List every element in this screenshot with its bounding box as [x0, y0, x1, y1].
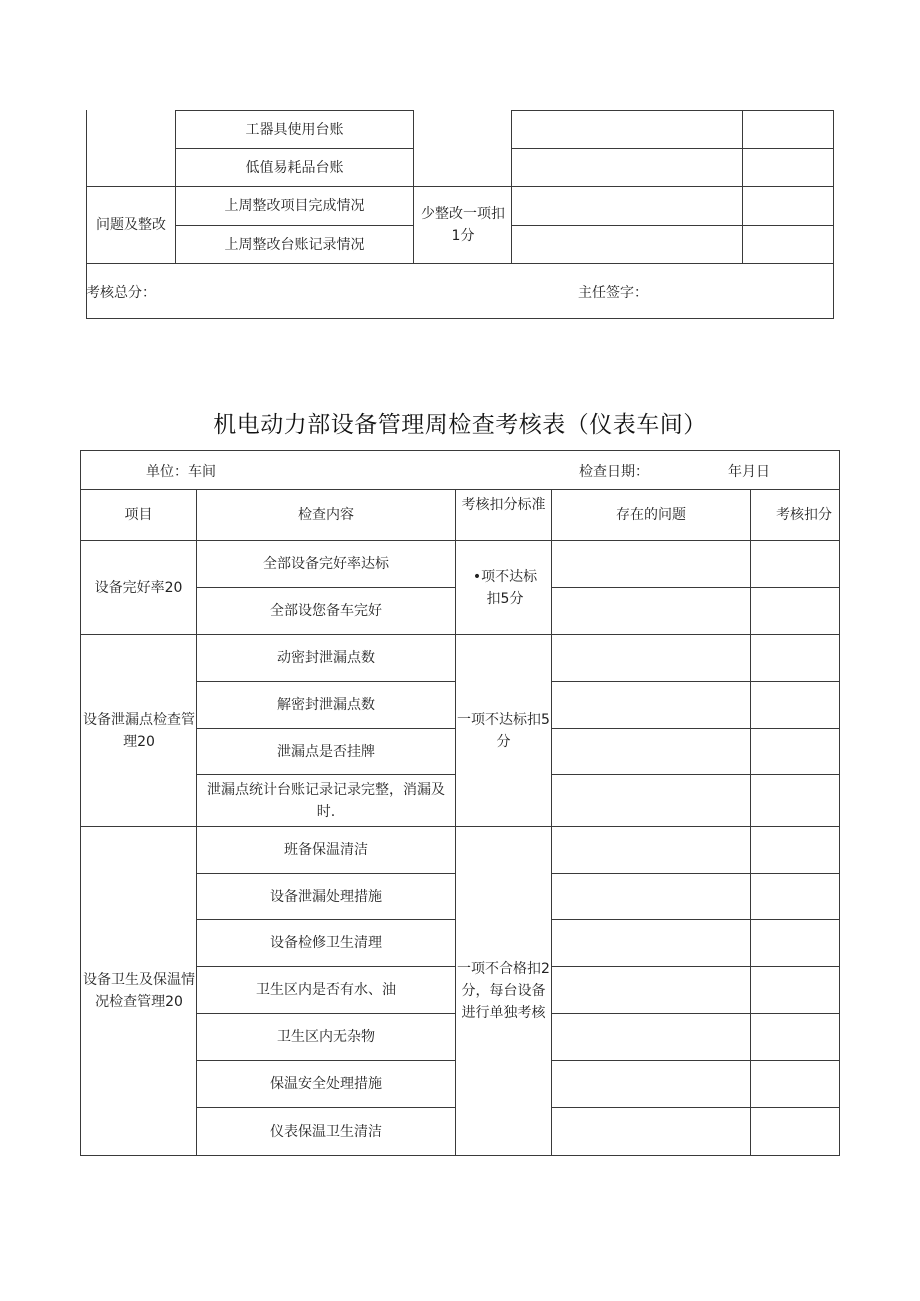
header-deduction: 考核扣分	[776, 507, 832, 523]
content-cell: 低值易耗品台账	[245, 159, 344, 176]
standard-cell: 少整改一项扣1分	[421, 206, 505, 244]
group-name: 设备泄漏点检查管理20	[83, 711, 195, 750]
header-standard: 考核扣分标准	[461, 497, 546, 513]
date-label: 检查日期：	[579, 464, 649, 480]
check-item: 设备泄漏处理措施	[270, 888, 382, 905]
header-item: 项目	[124, 507, 153, 523]
check-item: 泄漏点统计台账记录记录完整，消漏及时.	[207, 781, 445, 820]
check-item: 设备检修卫生清理	[270, 935, 382, 951]
page-title: 机电动力部设备管理周检查考核表（仪表车间）	[213, 412, 707, 438]
group-name: 设备卫生及保温情况检查管理20	[83, 972, 195, 1010]
total-score-label: 考核总分：	[86, 285, 156, 301]
check-item: 卫生区内是否有水、油	[256, 982, 396, 998]
check-item: 卫生区内无杂物	[277, 1029, 375, 1045]
signature-label: 主任签字：	[578, 285, 648, 301]
check-item: 班备保温清洁	[284, 842, 368, 858]
check-item: 解密封泄漏点数	[277, 697, 375, 713]
date-value: 年月日	[728, 464, 770, 480]
check-item: 仪表保温卫生清洁	[270, 1123, 382, 1140]
unit-label: 单位：车间	[146, 464, 216, 480]
group-label: 问题及整改	[96, 217, 166, 233]
content-cell: 上周整改项目完成情况	[224, 198, 365, 214]
content-cell: 上周整改台账记录情况	[224, 236, 365, 253]
header-content: 检查内容	[298, 507, 354, 523]
check-item: 保温安全处理措施	[270, 1076, 382, 1092]
group-name: 设备完好率20	[94, 579, 183, 596]
group-standard: •项不达标扣5分	[472, 568, 538, 607]
content-cell: 工器具使用台账	[245, 121, 344, 138]
group-standard: 一项不达标扣5分	[457, 711, 550, 750]
group-standard: 一项不合格扣2分，每台设备进行单独考核	[457, 961, 550, 1021]
check-item: 泄漏点是否挂牌	[277, 743, 375, 760]
check-item: 动密封泄漏点数	[277, 650, 375, 666]
check-item: 全部设您备车完好	[270, 603, 382, 619]
header-problems: 存在的问题	[616, 507, 686, 523]
check-item: 全部设备完好率达标	[263, 556, 389, 572]
